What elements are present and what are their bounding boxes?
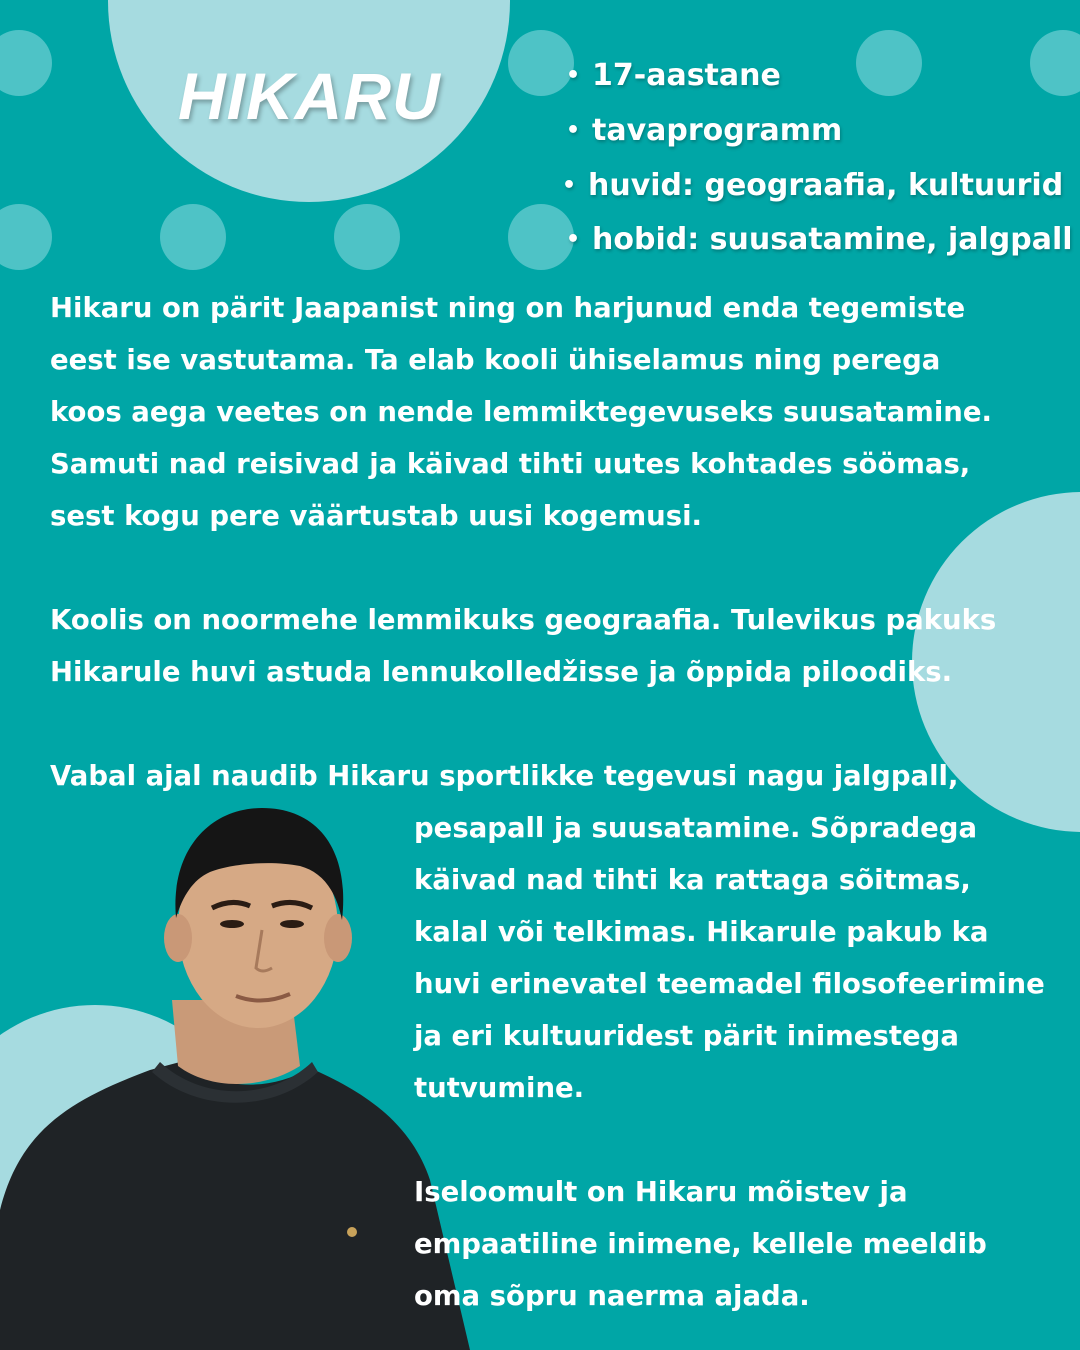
fact-interests: huvid: geograafia, kultuurid (588, 167, 1064, 203)
portrait-sweater (0, 1062, 470, 1350)
dot-decoration (334, 204, 400, 270)
intro-paragraph: Hikaru on pärit Jaapanist ning on harjunud enda tegemiste eest ise vastutama. Ta elab kooli ühiselamus ning perega koos aega veetes on nende lemmiktegevuseks suusatamine. Samuti nad reisivad ja käivad tihti uutes kohtades söömas, sest kogu pere väärtustab uusi kogemusi. (50, 292, 992, 532)
fact-item (566, 102, 1073, 158)
profile-facts-list (562, 48, 1073, 266)
fact-item (566, 212, 1073, 266)
character-paragraph: Iseloomult on Hikaru mõistev ja empaatiline inimene, kellele meeldib oma sõpru naerma ajada. (414, 1176, 987, 1312)
dot-decoration (0, 204, 52, 270)
bullet-icon: • (566, 117, 581, 143)
fact-age: 17-aastane (592, 57, 781, 93)
fact-item (562, 158, 1073, 212)
bullet-icon: • (566, 226, 581, 252)
portrait-ear (164, 914, 192, 962)
school-paragraph: Koolis on noormehe lemmikuks geograafia. Tulevikus pakuks Hikarule huvi astuda lennukolledžisse ja õppida piloodiks. (50, 604, 997, 688)
fact-program: tavaprogramm (592, 112, 843, 148)
dot-decoration (0, 30, 52, 96)
hobbies-paragraph-start: Vabal ajal naudib Hikaru sportlikke tegevusi nagu jalgpall, (50, 760, 959, 792)
portrait-photo (0, 800, 470, 1350)
profile-name-title: HIKARU (178, 59, 441, 133)
portrait-eye (280, 920, 304, 928)
hobbies-paragraph-continued: pesapall ja suusatamine. Sõpradega käivad nad tihti ka rattaga sõitmas, kalal või telkimas. Hikarule pakub ka huvi erinevatel teemadel filosofeerimine ja eri kultuuridest pärit inimestega tutvumine. (414, 812, 1045, 1104)
bullet-icon: • (566, 62, 581, 88)
portrait-sweater-logo (347, 1227, 357, 1237)
portrait-eye (220, 920, 244, 928)
dot-decoration (508, 30, 574, 96)
fact-hobbies: hobid: suusatamine, jalgpall (592, 221, 1073, 257)
dot-decoration (508, 204, 574, 270)
fact-item (566, 48, 1073, 102)
bullet-icon: • (562, 172, 577, 198)
dot-decoration (160, 204, 226, 270)
portrait-ear (324, 914, 352, 962)
